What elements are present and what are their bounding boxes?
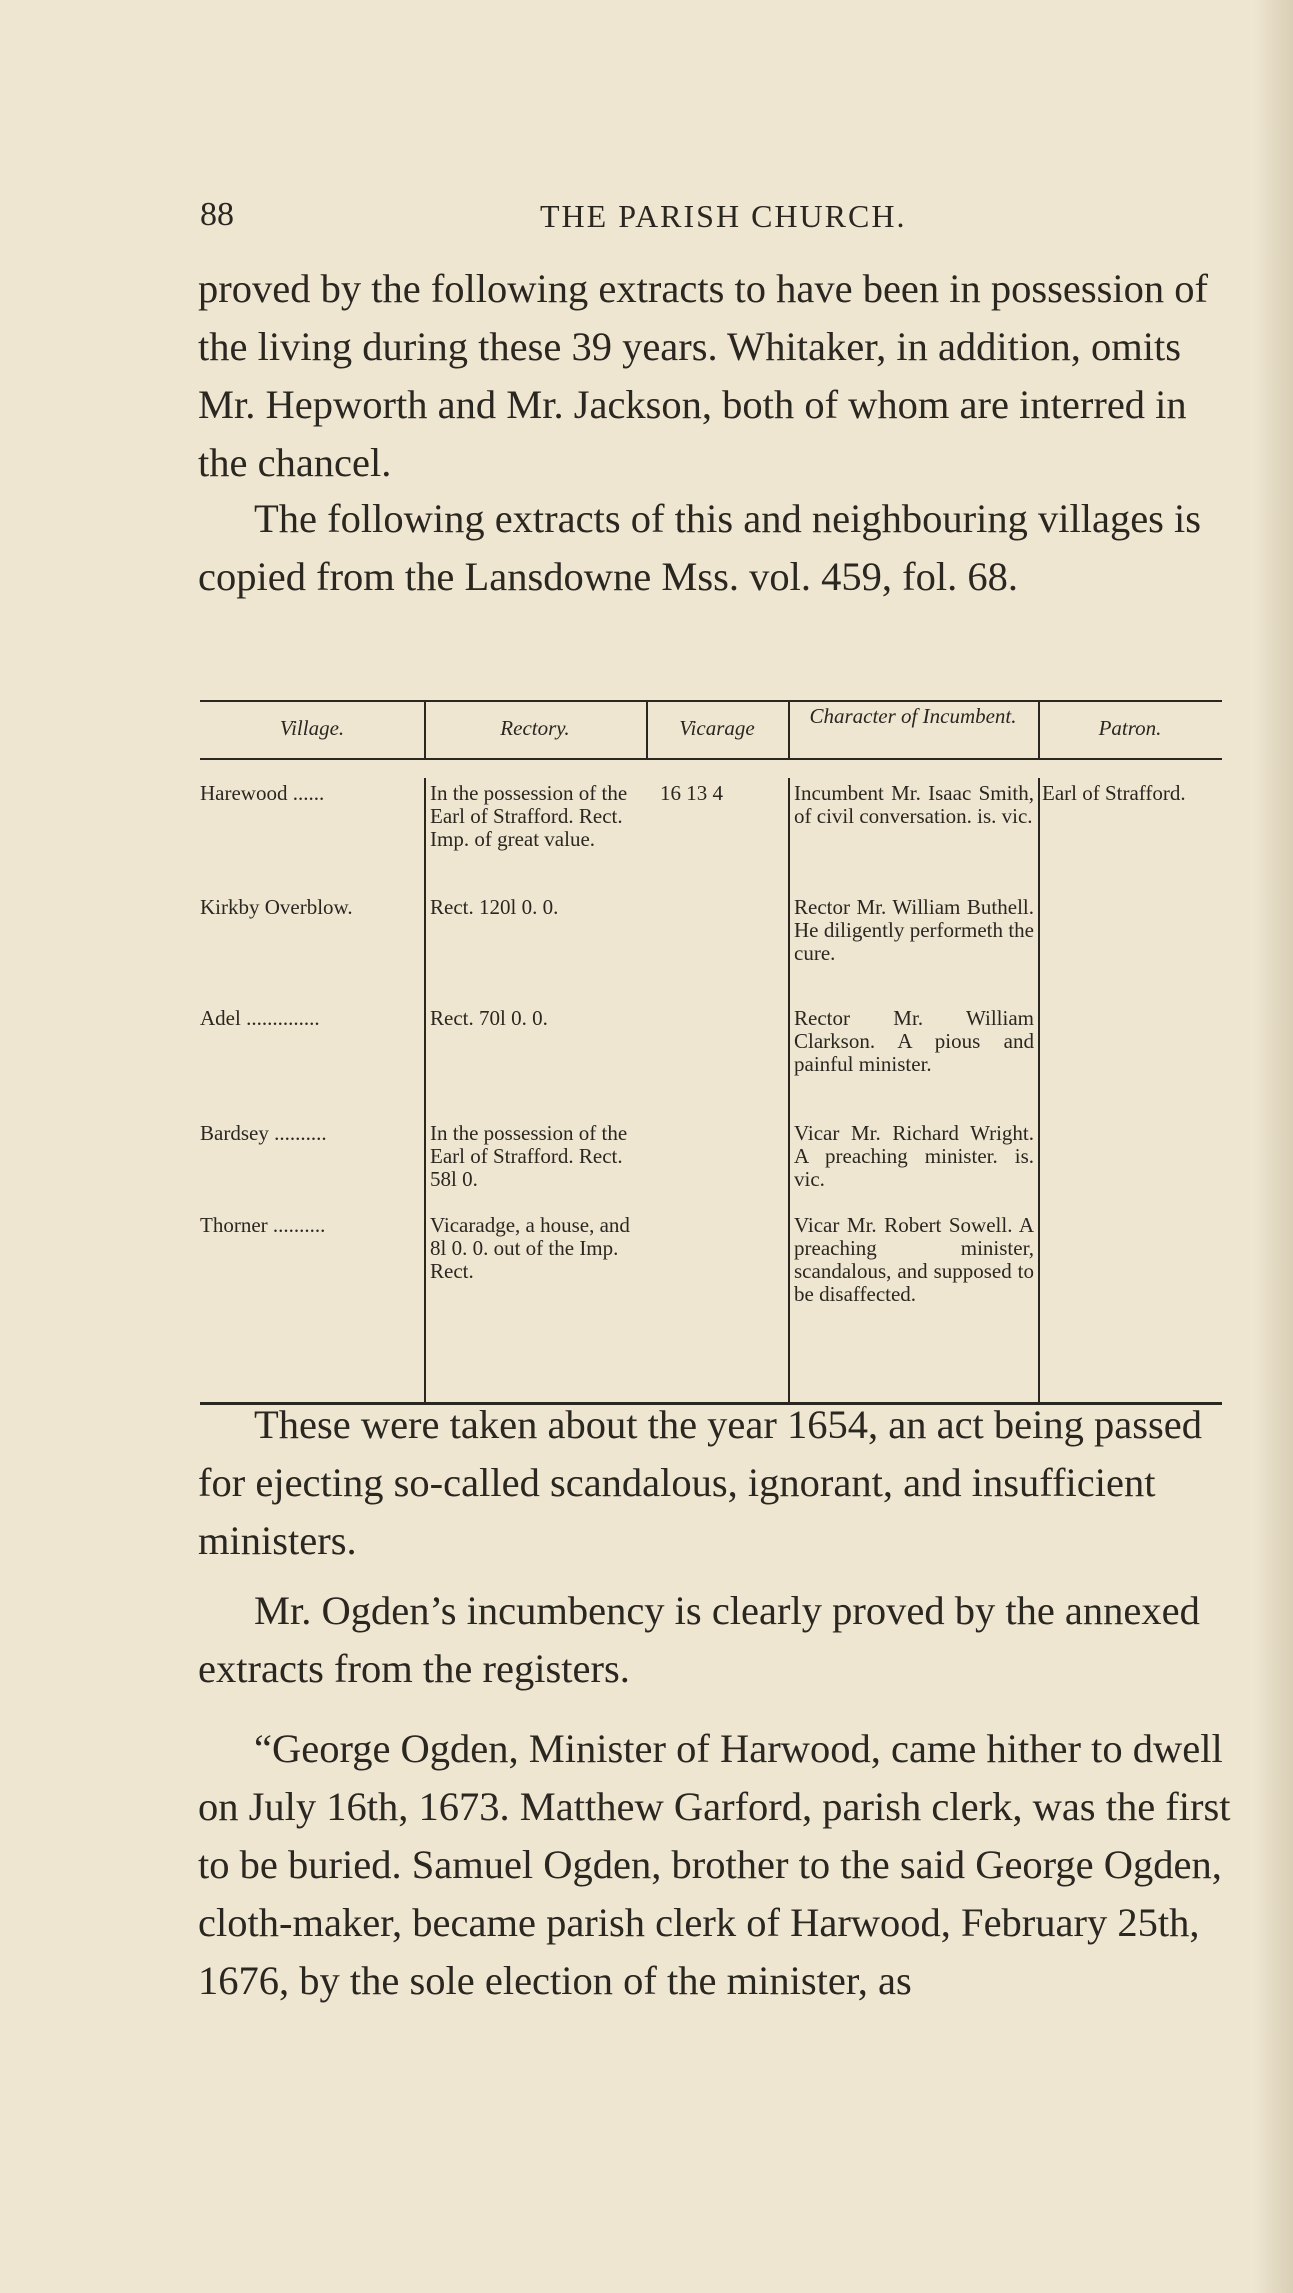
cell-village: Kirkby Overblow. — [200, 895, 353, 919]
cell-village: Bardsey .......... — [200, 1121, 327, 1145]
cell-rectory: In the possession of the Earl of Strafford. Rect. Imp. of great value. — [430, 781, 628, 851]
cell-character: Rector Mr. William Buthell. He diligently performeth the cure. — [794, 895, 1034, 965]
cell-character: Incumbent Mr. Isaac Smith, of civil conversation. is. vic. — [794, 781, 1034, 828]
page-number: 88 — [200, 196, 234, 233]
column-divider — [424, 778, 426, 1402]
cell-village: Harewood ...... — [200, 781, 325, 805]
incumbents-table — [200, 700, 1222, 1410]
cell-village: Thorner .......... — [200, 1213, 326, 1237]
cell-rectory: Rect. 120l 0. 0. — [430, 895, 559, 919]
cell-rectory: Vicaradge, a house, and 8l 0. 0. out of the Imp. Rect. — [430, 1213, 630, 1283]
cell-patron: Earl of Strafford. — [1042, 781, 1186, 805]
paragraph-ogden-incumbency: Mr. Ogden’s incumbency is clearly proved by the annexed extracts from the registers. — [198, 1588, 1200, 1691]
paragraph-possession: proved by the following extracts to have been in possession of the living during these 39 years. Whitaker, in addition, omits Mr. Hepworth and Mr. Jackson, both of whom are interred in the chancel. — [198, 266, 1209, 485]
header-vicarage: Vicarage — [679, 716, 755, 740]
paragraph-year-1654: These were taken about the year 1654, an act being passed for ejecting so-called scandalous, ignorant, and insufficient ministers. — [198, 1402, 1202, 1563]
cell-rectory: Rect. 70l 0. 0. — [430, 1006, 548, 1030]
column-divider — [1038, 778, 1040, 1402]
page-edge-shadow — [1253, 0, 1293, 2293]
table-top-rule — [200, 700, 1222, 702]
cell-character: Vicar Mr. Richard Wright. A preaching minister. is. vic. — [794, 1121, 1034, 1191]
cell-character: Vicar Mr. Robert Sowell. A preaching minister, scandalous, and supposed to be disaffected. — [794, 1213, 1034, 1306]
table-header-rule — [200, 758, 1222, 760]
cell-rectory: In the possession of the Earl of Strafford. Rect. 58l 0. — [430, 1121, 628, 1191]
running-title: THE PARISH CHURCH. — [540, 198, 907, 234]
paragraph-register-quote: “George Ogden, Minister of Harwood, came hither to dwell on July 16th, 1673. Matthew Garford, parish clerk, was the first to be buried. Samuel Ogden, brother to the said George Ogden, cloth-maker, became parish clerk of Harwood, February 25th, 1676, by the sole election of the minister, as — [198, 1726, 1231, 2003]
header-rectory: Rectory. — [500, 716, 570, 740]
header-village: Village. — [279, 716, 345, 740]
page-header — [200, 196, 1230, 246]
cell-vicarage: 16 13 4 — [660, 781, 723, 805]
header-patron: Patron. — [1098, 716, 1162, 740]
column-divider — [788, 778, 790, 1402]
header-character: Character of Incumbent. — [809, 704, 1017, 728]
cell-character: Rector Mr. William Clarkson. A pious and painful minister. — [794, 1006, 1034, 1076]
paragraph-extracts-intro: The following extracts of this and neighbouring villages is copied from the Lansdowne Mss. vol. 459, fol. 68. — [198, 496, 1202, 599]
cell-village: Adel .............. — [200, 1006, 320, 1030]
